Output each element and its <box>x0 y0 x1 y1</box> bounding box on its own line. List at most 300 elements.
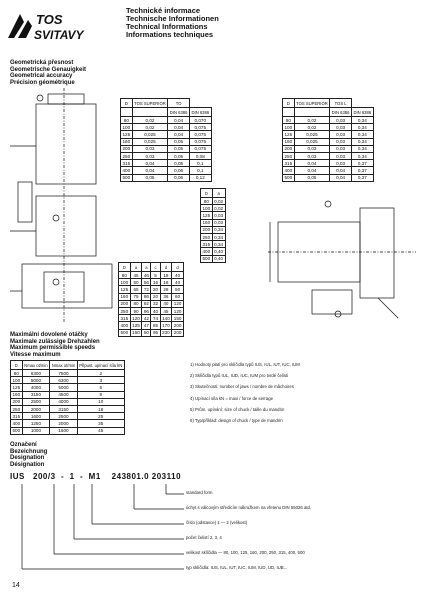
speeds-header: Připust. upínací síla kN <box>79 362 123 368</box>
table-d-cell: 47 <box>143 322 149 328</box>
accuracy-table-c <box>200 188 226 263</box>
table-a-cell: 80 <box>121 117 133 124</box>
notes-middle <box>190 362 420 429</box>
table-d-cell: 60 <box>172 293 184 300</box>
table-a-cell: 0,025 <box>132 131 168 138</box>
table-d-row <box>119 315 184 322</box>
table-d-cell: 16 <box>152 279 159 285</box>
table-a-cell: 0,06 <box>168 174 190 181</box>
table-b-cell: 0,04 <box>294 167 330 174</box>
table-b-cell: 0,03 <box>330 124 352 131</box>
table-a-cell: 0,075 <box>189 145 211 152</box>
table-a-cell: 500 <box>122 175 131 181</box>
table-d-header: d <box>160 263 172 272</box>
accuracy-title-fr: Précision géométrique <box>10 79 75 86</box>
table-d-cell: 140 <box>162 315 170 321</box>
table-d-header: a <box>130 263 142 272</box>
table-b-cell: 0,03 <box>330 131 352 138</box>
table-d-cell: 120 <box>173 301 182 307</box>
table-a-cell: 0,1 <box>189 160 211 167</box>
table-b-cell: 125 <box>284 131 293 137</box>
table-b-cell: 0,04 <box>294 160 330 167</box>
speeds-title-de: Maximale zulässige Drehzahlen <box>10 338 100 345</box>
table-b-cell: 0,34 <box>351 131 373 138</box>
speeds-title-fr: Vitesse maximum <box>10 351 61 358</box>
chuck-drawing-left <box>8 86 120 326</box>
table-c-cell: 0,02 <box>214 198 224 204</box>
table-b-row <box>283 174 374 181</box>
table-d-cell: 125 <box>132 322 140 328</box>
table-b-head-tos: TOS SUPERIOR <box>296 100 328 106</box>
table-b-cell: 0,34 <box>351 145 373 152</box>
accuracy-table-b <box>282 98 374 182</box>
table-d-cell: 400 <box>120 322 129 328</box>
speeds-cell: 250 <box>12 406 21 412</box>
table-a-cell: 0,025 <box>132 138 168 145</box>
designation-size: 200/3 <box>33 472 56 481</box>
table-d-cell: 315 <box>120 315 129 321</box>
table-d-cell: 32 <box>152 301 159 307</box>
table-d-row <box>119 293 184 300</box>
table-b-cell: 0,03 <box>330 145 352 152</box>
table-b-head-din1: DIN 6386 <box>331 109 350 115</box>
table-d-cell: 200 <box>173 322 182 328</box>
speeds-cell: 5000 <box>50 384 78 391</box>
note-item: 6) Typ/příklad: design of chuck / type de mandrin <box>190 418 283 424</box>
speeds-cell: 1250 <box>22 420 50 427</box>
table-a-row <box>121 174 212 181</box>
legend-item: typ sklíčidla: IUS, IUL, IUT, IUC, IUM, IUD, UD, IUB... <box>186 565 288 570</box>
speeds-title-cz: Maximální dovolené otáčky <box>10 332 88 338</box>
table-c-cell: 0,34 <box>214 241 224 247</box>
speeds-cell: 2 <box>77 370 124 377</box>
table-b-cell: 0,34 <box>351 138 373 145</box>
table-b-cell: 315 <box>284 160 293 166</box>
table-d-row <box>119 286 184 293</box>
table-c-row <box>201 212 226 219</box>
table-a-cell: 0,04 <box>168 124 190 131</box>
table-d-header: c <box>151 263 160 272</box>
brand-top: TOS <box>36 12 63 27</box>
table-a-cell: 0,02 <box>132 124 168 131</box>
table-d-cell: 72 <box>143 286 149 292</box>
table-d-header: d <box>172 263 184 272</box>
speeds-row <box>11 377 125 384</box>
table-a-row <box>121 138 212 145</box>
table-c-cell: 200 <box>202 227 211 233</box>
table-c-cell: 0,03 <box>214 220 224 226</box>
table-c-head-d: D <box>201 189 213 198</box>
table-d-cell: 160 <box>120 294 129 300</box>
table-a-cell: 125 <box>122 131 131 137</box>
chuck-drawing-right <box>268 198 418 328</box>
speeds-cell: 4000 <box>22 384 50 391</box>
table-a-cell: 200 <box>122 146 131 152</box>
table-a-cell: 0,03 <box>132 152 168 159</box>
table-b-cell: 0,37 <box>351 174 373 181</box>
table-d-cell: 86 <box>143 294 149 300</box>
table-d-cell: 45 <box>130 272 142 279</box>
table-d-cell: 200 <box>120 301 129 307</box>
table-b-row <box>283 152 374 159</box>
table-d-cell: 50 <box>143 330 149 336</box>
table-b-cell: 0,03 <box>330 117 352 124</box>
table-a-head-din1: DIN 6386 <box>169 109 188 115</box>
table-d-cell: 80 <box>130 300 142 307</box>
table-d-header: D <box>119 263 131 272</box>
designation-title-fr: Désignation <box>10 461 45 468</box>
table-c-row <box>201 219 226 226</box>
table-a-cell: 0,070 <box>189 117 211 124</box>
speeds-cell: 5 <box>77 384 124 391</box>
table-b-cell: 0,02 <box>294 124 330 131</box>
table-b-cell: 0,03 <box>294 152 330 159</box>
table-c-row <box>201 241 226 248</box>
table-a-cell: 0,075 <box>189 138 211 145</box>
speeds-cell: 1600 <box>22 413 50 420</box>
note-item: 3) Skutečnosti: number of jaws / nombre de mâchoires <box>190 384 294 390</box>
table-b-cell: 200 <box>284 146 293 152</box>
table-c-row <box>201 248 226 255</box>
legend-item: velikost sklíčidla — 80, 100, 125, 160, 200, 250, 315, 400, 500 <box>186 550 305 555</box>
table-b-row <box>283 167 374 174</box>
speeds-cell: 400 <box>12 420 21 426</box>
table-d-cell: 230 <box>162 330 170 336</box>
designation-sep-1: - <box>61 472 65 481</box>
table-b-cell: 0,37 <box>351 160 373 167</box>
table-a-cell: 0,02 <box>132 117 168 124</box>
speeds-cell: 45 <box>77 427 124 434</box>
note-item: 2) Sklíčidla typů IUL, IUD, IUC, IUM pro tvrdé čelisti <box>190 373 289 379</box>
speeds-row <box>11 398 125 405</box>
speeds-cell: 3 <box>77 377 124 384</box>
table-d-cell: 65 <box>130 286 142 293</box>
page-number: 14 <box>12 582 20 589</box>
table-a-cell: 0,04 <box>132 160 168 167</box>
accuracy-title-de: Geometrische Genauigkeit <box>10 66 87 73</box>
table-b-head-din2: DIN 6386 <box>353 109 372 115</box>
table-b-row <box>283 124 374 131</box>
speeds-row <box>11 370 125 377</box>
table-d-cell: 40 <box>172 272 184 279</box>
table-a-cell: 160 <box>122 139 131 145</box>
speeds-header: Nmax ot/min <box>51 362 76 368</box>
table-c-cell: 500 <box>202 256 211 262</box>
note-item: 4) Upínací síla kN = maxi / force de serrage <box>190 395 273 401</box>
accuracy-table-a <box>120 98 212 182</box>
table-d-row <box>119 307 184 314</box>
table-b-head-d: D <box>283 99 295 108</box>
table-b-cell: 0,34 <box>351 152 373 159</box>
table-d-cell: 42 <box>143 315 149 321</box>
table-a-head-t: TO <box>168 99 190 108</box>
table-c-row <box>201 226 226 233</box>
speeds-header: D <box>11 361 23 370</box>
header-line-en: Technical Informations <box>126 22 208 31</box>
table-b-cell: 0,025 <box>294 138 330 145</box>
table-d-cell: 5 <box>151 272 160 279</box>
designation-number: 243801.0 203110 <box>111 472 182 481</box>
note-item: 5) Prům. upínání: size of chuck / taille du mandrin <box>190 406 285 412</box>
table-c-cell: 0,40 <box>214 256 224 262</box>
table-d-cell: 85 <box>152 322 159 328</box>
table-d-cell: 40 <box>152 308 159 314</box>
table-b-cell: 500 <box>284 175 293 181</box>
table-d-cell: 150 <box>173 315 182 321</box>
speeds-header: Nmax ot/min <box>24 362 48 368</box>
table-b-row <box>283 160 374 167</box>
table-c-cell: 0,02 <box>214 205 224 211</box>
speeds-cell: 3150 <box>22 391 50 398</box>
table-a-cell: 100 <box>122 124 131 130</box>
table-d-cell: 20 <box>152 294 159 300</box>
speeds-title-en: Maximum permissible speeds <box>10 345 96 351</box>
speeds-cell: 2000 <box>22 405 50 412</box>
table-d-cell: 100 <box>120 279 129 285</box>
table-a-row <box>121 131 212 138</box>
speeds-cell: 8 <box>77 391 124 398</box>
table-d-header: a <box>142 263 151 272</box>
legend-item: úchyt s válcovým středicím nákružkem na vřetenu DIN 55026 atd. <box>186 505 312 510</box>
speeds-cell: 1000 <box>22 427 50 434</box>
speeds-cell: 2500 <box>50 413 78 420</box>
table-b-head-t: TOS L <box>330 99 352 108</box>
table-a-cell: 0,075 <box>189 124 211 131</box>
table-d-cell: 125 <box>120 286 129 292</box>
table-a-cell: 0,05 <box>168 152 190 159</box>
speeds-title <box>10 332 100 358</box>
designation-type: IUS <box>10 472 25 481</box>
speeds-cell: 160 <box>12 392 21 398</box>
table-a-row <box>121 145 212 152</box>
speeds-cell: 200 <box>12 399 21 405</box>
speeds-cell: 500 <box>12 428 21 434</box>
table-d-cell: 150 <box>132 330 140 336</box>
table-d-cell: 80 <box>119 272 131 279</box>
table-d-row <box>119 279 184 286</box>
table-d-cell: 92 <box>143 301 149 307</box>
brand-bottom: SVITAVY <box>34 28 84 42</box>
table-a-row <box>121 167 212 174</box>
table-d-cell: 50 <box>172 286 184 293</box>
table-d-row <box>119 300 184 307</box>
table-c-cell: 315 <box>202 241 211 247</box>
table-a-cell: 0,05 <box>168 138 190 145</box>
table-c-cell: 0,34 <box>214 234 224 240</box>
designation-title-cz: Označení <box>10 442 37 448</box>
table-b-cell: 0,04 <box>330 167 352 174</box>
table-b-cell: 0,34 <box>351 124 373 131</box>
table-b-cell: 250 <box>284 153 293 159</box>
speeds-cell: 4000 <box>50 398 78 405</box>
table-d-cell: 56 <box>143 279 149 285</box>
speeds-table <box>10 360 125 435</box>
table-b-cell: 0,37 <box>351 167 373 174</box>
table-d-cell: 90 <box>130 307 142 314</box>
table-a-cell: 400 <box>122 167 131 173</box>
speeds-row <box>11 413 125 420</box>
table-b-row <box>283 131 374 138</box>
speeds-cell: 10 <box>77 398 124 405</box>
table-c-cell: 0,40 <box>214 248 224 254</box>
table-a-row <box>121 124 212 131</box>
table-d-cell: 95 <box>152 330 159 336</box>
speeds-cell: 2500 <box>22 398 50 405</box>
speeds-row <box>11 427 125 434</box>
table-d-row <box>119 322 184 329</box>
table-a-cell: 0,04 <box>168 117 190 124</box>
speeds-cell: 25 <box>77 413 124 420</box>
table-c-cell: 160 <box>202 220 211 226</box>
legend-item: standard form <box>186 490 213 495</box>
speeds-row <box>11 384 125 391</box>
table-d-cell: 75 <box>130 293 142 300</box>
table-a-row <box>121 160 212 167</box>
table-a-cell: 0,06 <box>168 167 190 174</box>
tos-logo <box>6 6 116 46</box>
table-d-cell: 96 <box>143 308 149 314</box>
table-c-cell: 80 <box>201 198 213 205</box>
table-a-cell: 0,12 <box>189 174 211 181</box>
table-b-cell: 0,05 <box>294 174 330 181</box>
table-a-head-d: D <box>121 99 133 108</box>
table-d-cell: 120 <box>132 315 140 321</box>
table-b-cell: 0,03 <box>330 138 352 145</box>
designation-variant: 1 <box>69 472 75 481</box>
table-a-cell: 0,05 <box>132 174 168 181</box>
table-b-row <box>283 145 374 152</box>
table-a-cell: 0,1 <box>189 167 211 174</box>
table-c-cell: 400 <box>202 248 211 254</box>
table-b-cell: 400 <box>284 167 293 173</box>
table-a-cell: 0,03 <box>132 145 168 152</box>
table-c-cell: 0,34 <box>214 227 224 233</box>
table-c-row <box>201 255 226 262</box>
table-a-cell: 0,04 <box>168 131 190 138</box>
speeds-cell: 4500 <box>50 391 78 398</box>
speeds-cell: 2000 <box>50 420 78 427</box>
speeds-cell: 125 <box>12 384 21 390</box>
table-d-cell: 40 <box>160 300 172 307</box>
table-a-cell: 0,04 <box>132 167 168 174</box>
table-d-cell: 40 <box>172 279 184 286</box>
table-d-cell: 45 <box>160 307 172 314</box>
dimension-table-d <box>118 262 184 337</box>
header-line-fr: Informations techniques <box>126 30 214 39</box>
note-item: 1) Hodnoty platí pro sklíčidla typů IUS, IUL, IUT, IUC, IUM <box>190 362 300 367</box>
speeds-cell: 7500 <box>50 370 78 377</box>
table-c-row <box>201 233 226 240</box>
accuracy-title <box>10 60 86 86</box>
speeds-cell: 1600 <box>50 427 78 434</box>
table-d-cell: 170 <box>162 322 170 328</box>
table-b-cell: 160 <box>284 139 293 145</box>
speeds-cell: 6300 <box>22 370 50 377</box>
accuracy-title-en: Geometrical accuracy <box>10 73 73 79</box>
table-a-row <box>121 117 212 124</box>
table-d-cell: 46 <box>143 272 149 278</box>
table-b-cell: 0,03 <box>330 152 352 159</box>
table-c-cell: 0,03 <box>214 212 224 218</box>
table-b-row <box>283 117 374 124</box>
table-a-cell: 0,05 <box>168 145 190 152</box>
speeds-cell: 6300 <box>50 377 78 384</box>
speeds-cell: 315 <box>12 413 21 419</box>
table-a-cell: 0,05 <box>168 160 190 167</box>
table-d-row <box>119 272 184 279</box>
table-a-cell: 315 <box>122 160 131 166</box>
speeds-cell: 80 <box>11 370 23 377</box>
header-line-cz: Technické informace <box>126 6 201 15</box>
table-c-head-v: a <box>212 189 225 198</box>
table-a-head-din2: DIN 6386 <box>191 109 210 115</box>
legend-item: počet čelistí 2, 3, 4 <box>186 535 222 540</box>
table-d-cell: 250 <box>120 308 129 314</box>
table-d-cell: 20 <box>152 286 159 292</box>
table-d-cell: 74 <box>152 315 159 321</box>
table-b-cell: 0,03 <box>294 145 330 152</box>
designation-legend <box>186 490 418 580</box>
table-b-cell: 0,03 <box>330 160 352 167</box>
table-a-head-tos: TOS SUPERIOR <box>134 100 166 106</box>
designation-title <box>10 442 47 468</box>
header-line-de: Technische Informationen <box>126 14 219 23</box>
table-b-cell: 0,34 <box>351 117 373 124</box>
table-d-cell: 500 <box>120 330 129 336</box>
page-header <box>126 7 346 39</box>
table-d-cell: 18 <box>160 272 172 279</box>
designation-leaders <box>14 484 184 580</box>
table-d-cell: 28 <box>160 286 172 293</box>
table-a-cell: 250 <box>122 153 131 159</box>
table-a-row <box>121 152 212 159</box>
table-d-cell: 18 <box>160 279 172 286</box>
table-b-cell: 0,025 <box>294 131 330 138</box>
table-b-cell: 80 <box>283 117 295 124</box>
accuracy-title-cz: Geometrická přesnost <box>10 60 74 66</box>
legend-item: číslo (odstavce) 1 — 2 (velikost) <box>186 520 248 525</box>
designation-title-en: Designation <box>10 455 45 461</box>
table-b-cell: 0,02 <box>294 117 330 124</box>
speeds-cell: 100 <box>12 377 21 383</box>
speeds-row <box>11 420 125 427</box>
table-d-cell: 36 <box>160 293 172 300</box>
table-d-cell: 120 <box>173 308 182 314</box>
table-c-cell: 250 <box>202 234 211 240</box>
table-c-cell: 125 <box>202 212 211 218</box>
designation-sep-2: - <box>80 472 84 481</box>
speeds-cell: 3150 <box>50 405 78 412</box>
table-a-cell: 0,08 <box>189 152 211 159</box>
speeds-row <box>11 391 125 398</box>
speeds-cell: 18 <box>77 405 124 412</box>
table-a-cell: 0,075 <box>189 131 211 138</box>
speeds-cell: 35 <box>77 420 124 427</box>
table-d-cell: 200 <box>173 330 182 336</box>
speeds-row <box>11 405 125 412</box>
designation-title-de: Bezeichnung <box>10 448 48 455</box>
designation-mount: M1 <box>88 472 101 481</box>
table-b-row <box>283 138 374 145</box>
table-d-row <box>119 329 184 336</box>
table-c-cell: 100 <box>202 205 211 211</box>
designation-code <box>10 472 181 481</box>
table-b-cell: 100 <box>284 124 293 130</box>
table-d-cell: 50 <box>130 279 142 286</box>
table-c-row <box>201 205 226 212</box>
table-c-row <box>201 198 226 205</box>
speeds-cell: 5000 <box>22 377 50 384</box>
